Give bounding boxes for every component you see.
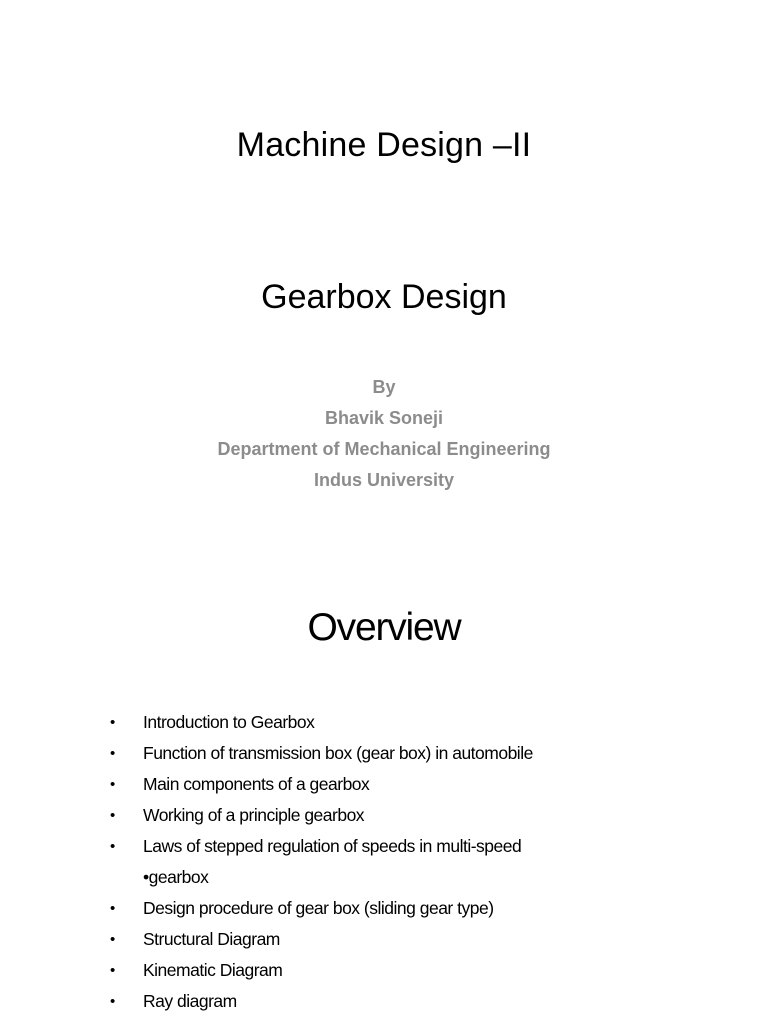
list-item-text: Structural Diagram xyxy=(143,929,280,949)
list-item-continuation xyxy=(0,862,768,893)
list-item-text: Design procedure of gear box (sliding gear type) xyxy=(143,898,494,918)
author-credits xyxy=(0,374,768,498)
list-item-text: Kinematic Diagram xyxy=(143,960,283,980)
list-item-text: Ray diagram xyxy=(143,991,237,1011)
list-item xyxy=(0,800,768,831)
list-item xyxy=(0,955,768,986)
list-item xyxy=(0,893,768,924)
bullet-icon: • xyxy=(110,900,115,917)
slide-title: Machine Design –II xyxy=(236,126,532,164)
list-item-text: Working of a principle gearbox xyxy=(143,805,365,825)
overview-bullet-list xyxy=(0,707,768,1017)
bullet-icon: • xyxy=(110,838,115,855)
list-item xyxy=(0,986,768,1017)
bullet-icon: • xyxy=(110,807,115,824)
bullet-icon: • xyxy=(110,776,115,793)
credits-by: By xyxy=(372,377,396,397)
list-item xyxy=(0,924,768,955)
bullet-icon: • xyxy=(110,745,115,762)
list-item xyxy=(0,831,768,862)
bullet-icon: • xyxy=(110,714,115,731)
list-item xyxy=(0,769,768,800)
list-item-text: Introduction to Gearbox xyxy=(143,712,315,732)
list-item-text: •gearbox xyxy=(143,867,209,887)
university-name: Indus University xyxy=(313,470,455,490)
list-item-text: Laws of stepped regulation of speeds in multi-speed xyxy=(143,836,522,856)
bullet-icon: • xyxy=(110,962,115,979)
slide-subtitle: Gearbox Design xyxy=(261,278,507,316)
bullet-icon: • xyxy=(110,931,115,948)
list-item-text: Main components of a gearbox xyxy=(143,774,370,794)
overview-slide xyxy=(0,540,768,1024)
author-name: Bhavik Soneji xyxy=(324,408,444,428)
list-item xyxy=(0,738,768,769)
overview-title: Overview xyxy=(307,606,461,649)
bullet-icon: • xyxy=(110,993,115,1010)
list-item-text: Function of transmission box (gear box) in automobile xyxy=(143,743,533,763)
department-name: Department of Mechanical Engineering xyxy=(217,439,551,459)
list-item xyxy=(0,707,768,738)
